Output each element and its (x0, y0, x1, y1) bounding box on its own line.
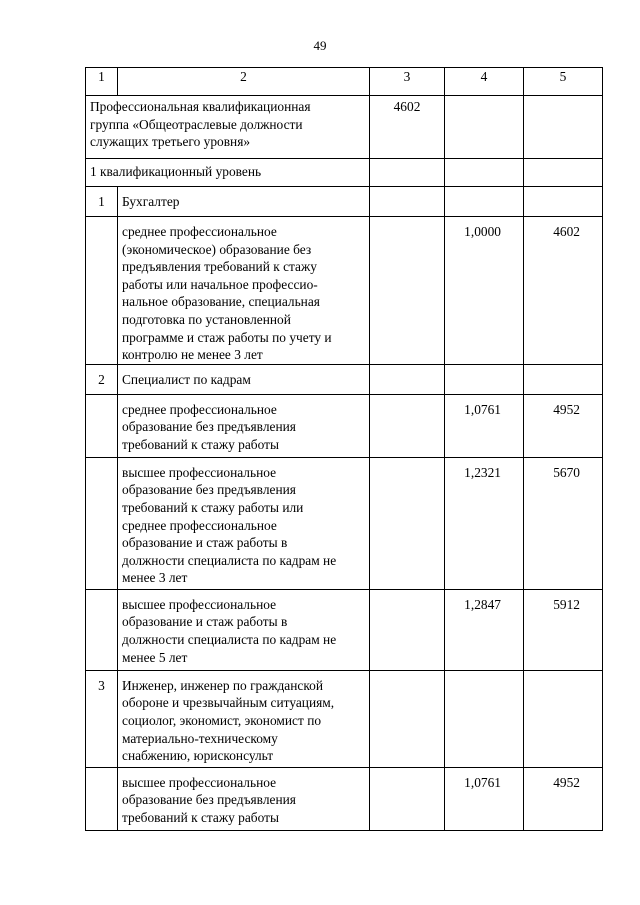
requirement-line: образование без предъявления (122, 419, 296, 435)
empty-cell (370, 767, 445, 830)
salary: 5670 (524, 457, 603, 589)
position-name-line: снабжению, юрисконсульт (122, 748, 274, 764)
empty-cell (86, 767, 118, 830)
requirement-line: контролю не менее 3 лет (122, 347, 263, 363)
header-col-4: 4 (445, 68, 524, 96)
requirement-row (86, 589, 603, 670)
requirement-line: требований к стажу работы (122, 809, 279, 825)
empty-cell (370, 457, 445, 589)
requirement-line: образование без предъявления (122, 482, 296, 498)
position-row (86, 364, 603, 394)
requirement-text (118, 217, 370, 365)
position-number: 1 (86, 187, 118, 217)
requirement-line: нальное образование, специальная (122, 294, 320, 310)
empty-cell (445, 159, 524, 187)
coefficient: 1,0761 (445, 767, 524, 830)
requirement-line: среднее профессиональное (122, 224, 277, 239)
requirement-line: высшее профессиональное (122, 774, 277, 790)
group-title-line: Профессиональная квалификационная (90, 99, 311, 114)
empty-cell (86, 394, 118, 457)
empty-cell (370, 159, 445, 187)
empty-cell (370, 217, 445, 365)
requirement-line: предъявления требований к стажу (122, 259, 317, 275)
empty-cell (86, 589, 118, 670)
empty-cell (445, 364, 524, 394)
empty-cell (370, 394, 445, 457)
requirement-row (86, 767, 603, 830)
requirement-line: должности специалиста по кадрам не (122, 631, 337, 647)
requirement-row (86, 394, 603, 457)
requirement-line: подготовка по установленной (122, 311, 291, 327)
requirement-line: менее 5 лет (122, 649, 188, 665)
position-number: 3 (86, 670, 118, 767)
position-name (118, 670, 370, 767)
empty-cell (370, 187, 445, 217)
empty-cell (370, 364, 445, 394)
requirement-line: должности специалиста по кадрам не (122, 552, 337, 568)
header-col-1: 1 (86, 68, 118, 96)
empty-cell (445, 187, 524, 217)
requirement-row (86, 457, 603, 589)
empty-cell (524, 670, 603, 767)
coefficient: 1,2321 (445, 457, 524, 589)
requirement-line: менее 3 лет (122, 570, 188, 586)
requirement-line: требований к стажу работы или (122, 499, 304, 515)
header-col-5: 5 (524, 68, 603, 96)
position-name-line: социолог, экономист, экономист по (122, 712, 322, 728)
requirement-line: образование и стаж работы в (122, 535, 288, 551)
group-title (86, 96, 370, 159)
requirement-line: среднее профессиональное (122, 401, 277, 417)
group-base-salary: 4602 (370, 96, 445, 159)
position-name: Бухгалтер (118, 187, 370, 217)
requirement-text (118, 394, 370, 457)
position-name-line: обороне и чрезвычайным ситуациям, (122, 695, 335, 711)
requirement-text (118, 589, 370, 670)
coefficient: 1,2847 (445, 589, 524, 670)
salary: 4952 (524, 394, 603, 457)
empty-cell (445, 670, 524, 767)
requirement-row (86, 217, 603, 365)
requirement-line: требований к стажу работы (122, 436, 279, 452)
page-number: 49 (313, 38, 327, 53)
group-title-line: служащих третьего уровня» (90, 134, 251, 150)
empty-cell (86, 457, 118, 589)
salary-table (85, 67, 603, 831)
empty-cell (370, 670, 445, 767)
requirement-text (118, 457, 370, 589)
requirement-line: высшее профессиональное (122, 596, 277, 612)
group-row (86, 96, 603, 159)
requirement-line: работы или начальное профессио- (122, 276, 318, 292)
empty-cell (524, 96, 603, 159)
position-name-line: Инженер, инженер по гражданской (122, 677, 324, 693)
requirement-line: программе и стаж работы по учету и (122, 329, 332, 345)
position-row (86, 670, 603, 767)
empty-cell (370, 589, 445, 670)
level-row (86, 159, 603, 187)
empty-cell (524, 364, 603, 394)
empty-cell (524, 187, 603, 217)
coefficient: 1,0761 (445, 394, 524, 457)
position-number: 2 (86, 364, 118, 394)
coefficient: 1,0000 (445, 217, 524, 365)
position-name: Специалист по кадрам (118, 364, 370, 394)
requirement-text (118, 767, 370, 830)
level-title: 1 квалификационный уровень (86, 159, 370, 187)
header-col-3: 3 (370, 68, 445, 96)
empty-cell (524, 159, 603, 187)
salary: 4952 (524, 767, 603, 830)
requirement-line: среднее профессиональное (122, 517, 277, 533)
requirement-line: (экономическое) образование без (122, 241, 312, 257)
header-row (86, 68, 603, 96)
empty-cell (86, 217, 118, 365)
salary: 4602 (524, 217, 603, 365)
requirement-line: образование и стаж работы в (122, 614, 288, 630)
position-row (86, 187, 603, 217)
position-name-line: материально-техническому (122, 730, 278, 746)
requirement-line: высшее профессиональное (122, 464, 277, 480)
group-title-line: группа «Общеотраслевые должности (90, 116, 303, 132)
salary: 5912 (524, 589, 603, 670)
requirement-line: образование без предъявления (122, 792, 296, 808)
empty-cell (445, 96, 524, 159)
header-col-2: 2 (118, 68, 370, 96)
